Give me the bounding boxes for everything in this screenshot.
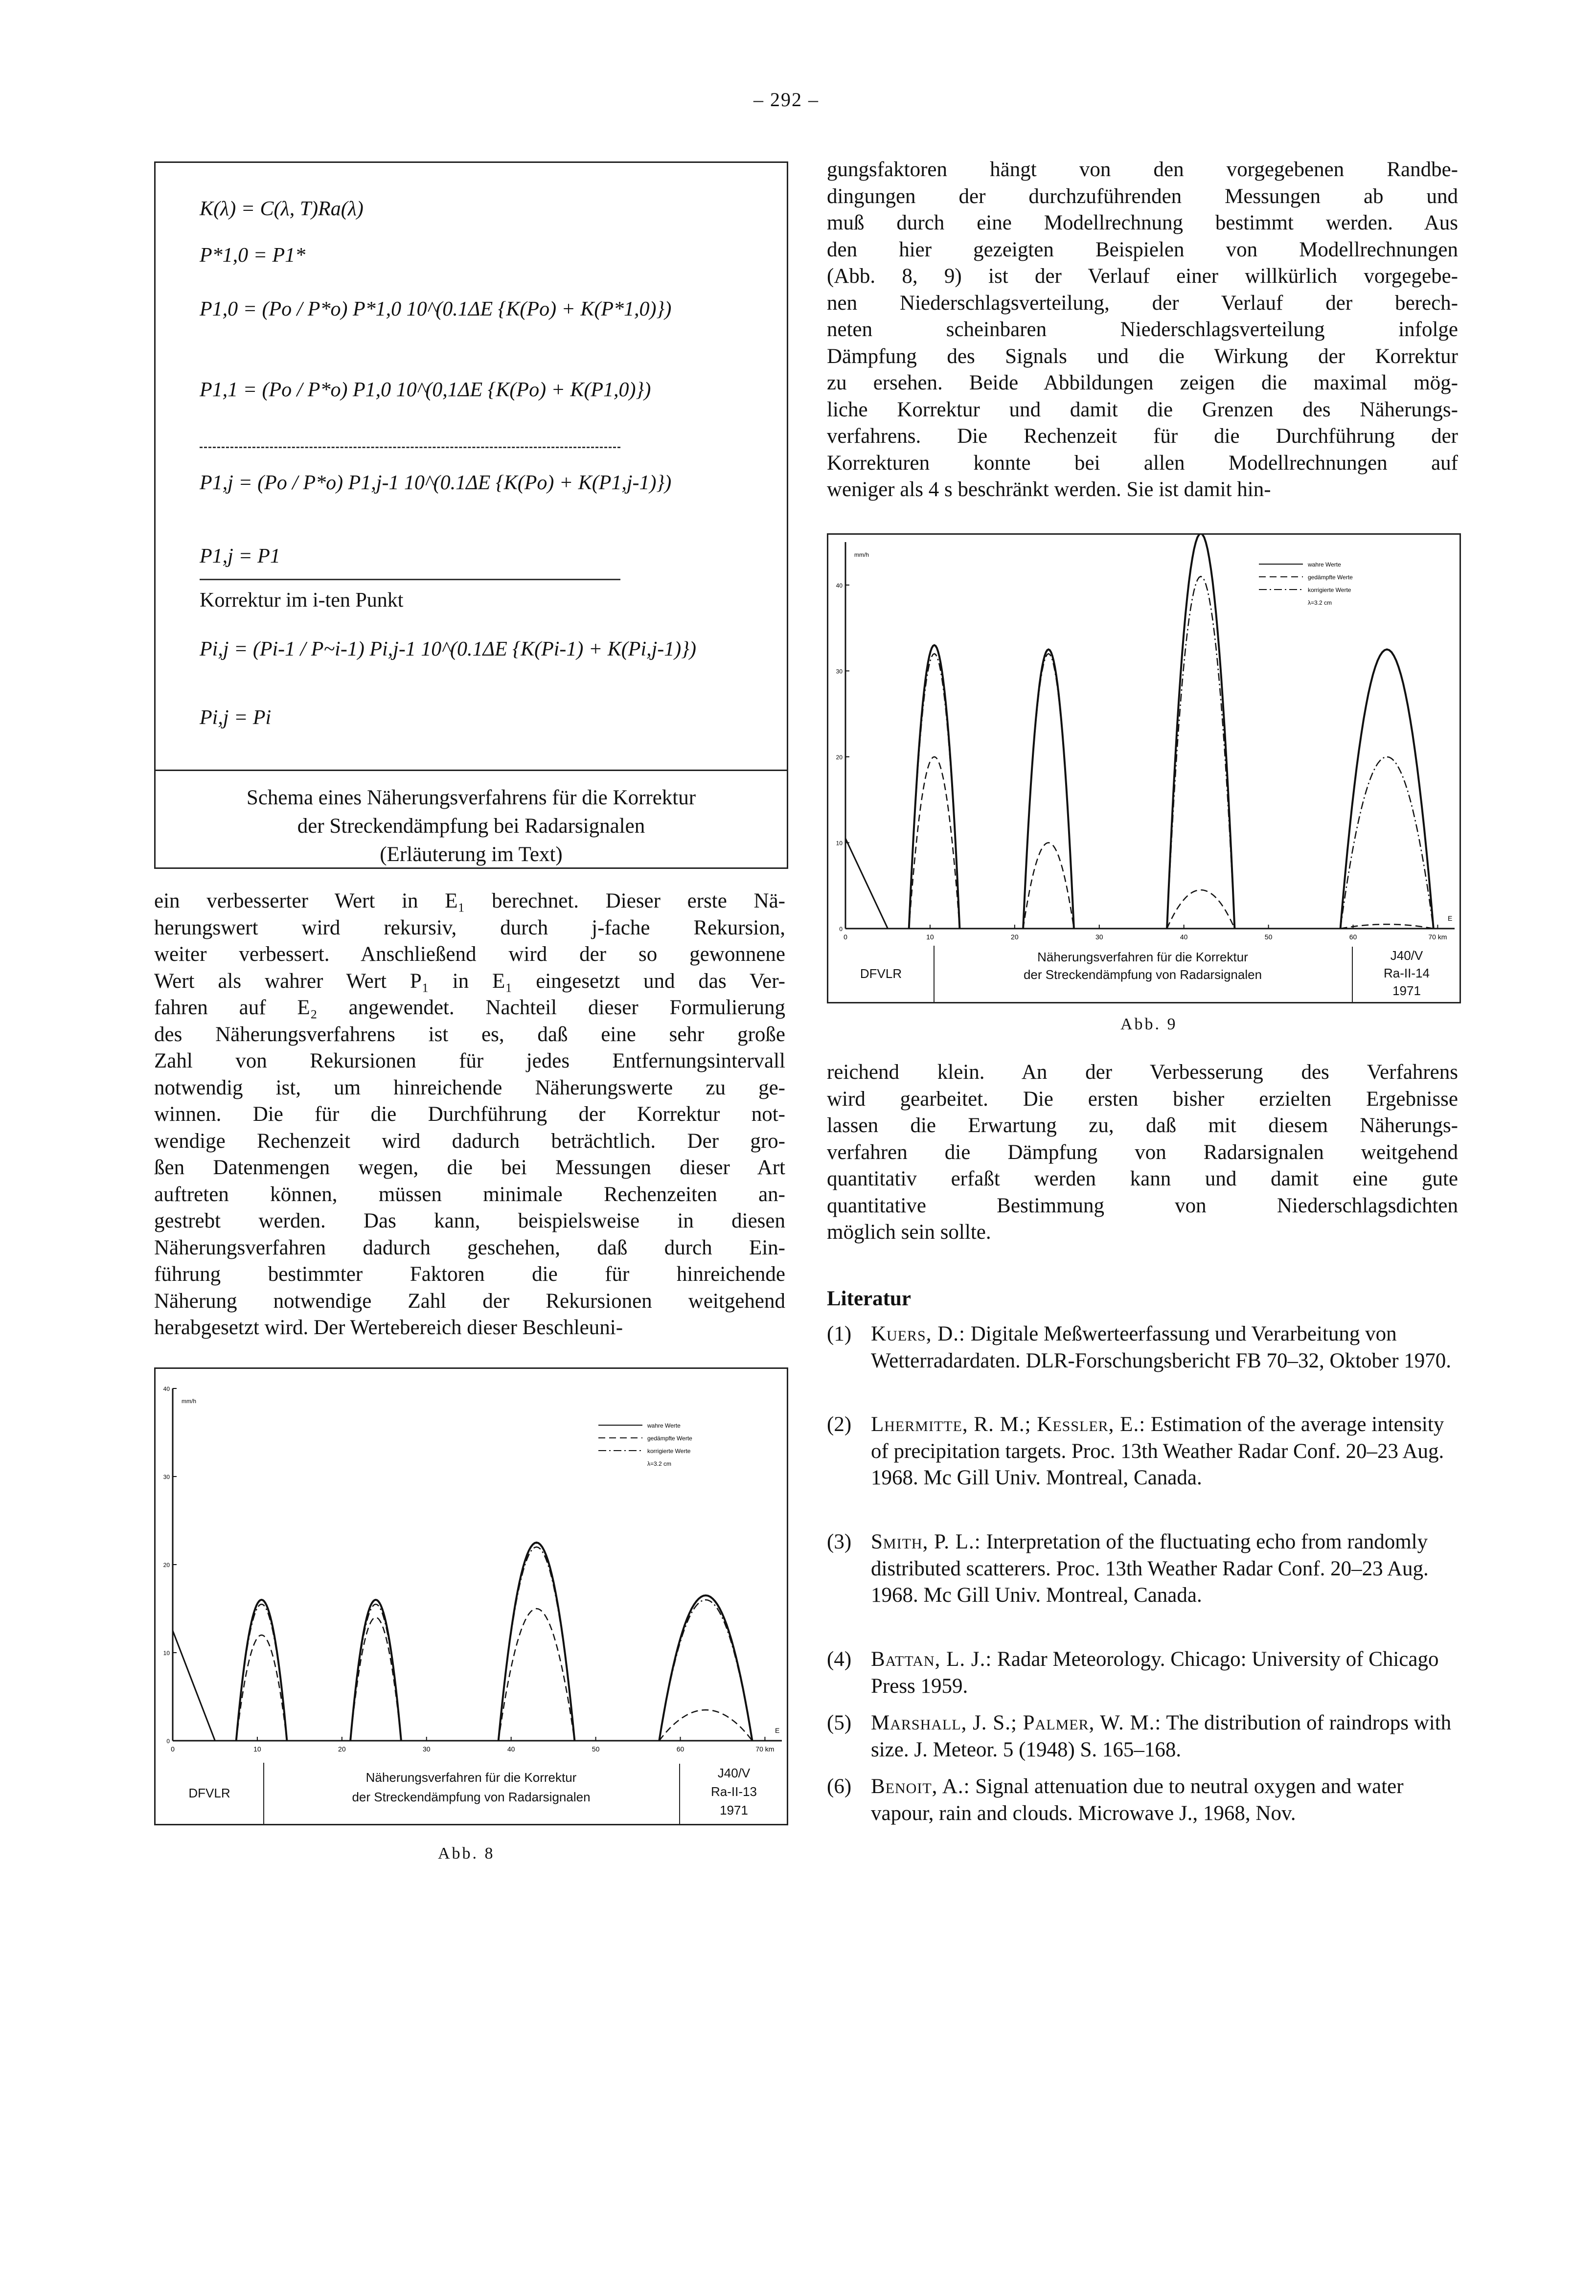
text-line: liche Korrektur und damit die Grenzen des Näherungs- xyxy=(827,398,1458,421)
series-peak-korrigierte-werte xyxy=(659,1600,752,1741)
figure-code-line: J40/V xyxy=(1390,948,1423,963)
figure-title-line: Näherungsverfahren für die Korrektur xyxy=(1037,950,1248,964)
formula-caption xyxy=(156,770,787,869)
formula-row: P1,1 = (Po / P*o) P1,0 10^(0,1ΔE {K(Po) + K(P1,0)}) xyxy=(200,379,651,401)
literature-title: Literatur xyxy=(827,1287,911,1310)
reference-number: (6) xyxy=(827,1775,852,1798)
figure-abb9 xyxy=(827,533,1461,1003)
page-number: – 292 – xyxy=(753,89,819,111)
x-tick-label: 20 xyxy=(1011,933,1019,941)
y-tick-label: 20 xyxy=(836,753,843,761)
initial-line xyxy=(845,839,888,929)
text-line: Zahl von Rekursionen für jedes Entfernungsintervall xyxy=(154,1049,785,1072)
text-line: Näherungsverfahren dadurch geschehen, daß durch Ein- xyxy=(154,1236,785,1259)
x-tick-label: 10 xyxy=(253,1745,261,1753)
y-tick-label: 0 xyxy=(839,926,843,932)
text-line: dingungen der durchzuführenden Messungen ab und xyxy=(827,184,1458,208)
text-line: gestrebt werden. Das kann, beispielsweise in diesen xyxy=(154,1209,785,1232)
text-line: quantitativ erfaßt werden kann und damit eine gute xyxy=(827,1167,1458,1190)
text-line: führung bestimmter Faktoren die für hinreichende xyxy=(154,1263,785,1286)
text-line: weiter verbessert. Anschließend wird der so gewonnene xyxy=(154,943,785,966)
y-tick-label: 40 xyxy=(836,582,843,589)
figure-title-line: der Streckendämpfung von Radarsignalen xyxy=(1023,967,1262,982)
legend-label: wahre Werte xyxy=(1308,561,1341,568)
reference-text: Interpretation of the fluctuating echo from randomly distributed scatterers. Proc. 13th Weather Radar Conf. 20–23 Aug. 1968. Mc Gill Univ. Montreal, Canada. xyxy=(871,1530,1429,1607)
reference-authors: Kuers, D.: xyxy=(871,1322,965,1345)
x-tick-label: 0 xyxy=(844,933,847,941)
text-line: den hier gezeigten Beispielen von Modellrechnungen xyxy=(827,238,1458,261)
formula-row: P1,0 = (Po / P*o) P*1,0 10^(0.1ΔE {K(Po) + K(P*1,0)}) xyxy=(200,298,672,320)
x-tick-label: 70 km xyxy=(755,1745,775,1753)
formula-row: P1,j = P1 xyxy=(200,545,280,568)
text-line: Wert als wahrer Wert P₁ in E₁ eingesetzt und das Ver- xyxy=(154,969,785,993)
chart-abb8-svg xyxy=(156,1369,787,1824)
text-line: neten scheinbaren Niederschlagsverteilung infolge xyxy=(827,318,1458,341)
y-axis-unit: mm/h xyxy=(182,1398,196,1405)
x-tick-label: 50 xyxy=(1264,933,1273,941)
reference-number: (3) xyxy=(827,1530,852,1553)
reference-item xyxy=(827,1773,1458,1827)
formula-box xyxy=(154,161,788,869)
text-line: fahren auf E₂ angewendet. Nachteil dieser Formulierung xyxy=(154,996,785,1019)
legend-label: korrigierte Werte xyxy=(1308,587,1351,593)
text-line: weniger als 4 s beschränkt werden. Sie ist damit hin- xyxy=(827,478,1271,501)
figure-abb8 xyxy=(154,1367,788,1825)
x-tick-label: 40 xyxy=(507,1745,515,1753)
x-tick-label: 30 xyxy=(422,1745,431,1753)
text-line: möglich sein sollte. xyxy=(827,1221,991,1244)
formula-row: Pi,j = (Pi-1 / P~i-1) Pi,j-1 10^(0.1ΔE {K(Pi-1) + K(Pi,j-1)}) xyxy=(200,638,696,660)
y-tick-label: 30 xyxy=(836,668,843,675)
figure-org: DFVLR xyxy=(156,1763,264,1824)
series-peak-wahre-werte xyxy=(1167,535,1234,929)
figure-code xyxy=(1352,947,1460,1002)
reference-authors: Benoit, A.: xyxy=(871,1775,970,1798)
figure-title-line: Näherungsverfahren für die Korrektur xyxy=(365,1770,577,1785)
reference-item xyxy=(827,1321,1458,1374)
legend-label: gedämpfte Werte xyxy=(647,1435,692,1442)
y-tick-label: 10 xyxy=(163,1650,170,1657)
y-tick-label: 0 xyxy=(166,1738,170,1745)
text-line: zu ersehen. Beide Abbildungen zeigen die maximal mög- xyxy=(827,371,1458,394)
x-tick-label: 0 xyxy=(171,1745,175,1753)
y-tick-label: 40 xyxy=(163,1386,170,1392)
series-peak-gedämpfte-werte xyxy=(499,1609,575,1741)
series-peak-wahre-werte xyxy=(236,1600,287,1741)
reference-text: Digitale Meßwerteerfassung und Verarbeitung von Wetterradardaten. DLR-Forschungsbericht FB 70–32, Oktober 1970. xyxy=(871,1322,1451,1372)
series-peak-gedämpfte-werte xyxy=(1023,842,1074,929)
text-line: ein verbesserter Wert in E₁ berechnet. Dieser erste Nä- xyxy=(154,889,785,912)
x-tick-label: 60 xyxy=(1349,933,1357,941)
series-peak-korrigierte-werte xyxy=(909,654,960,929)
reference-authors: Battan, L. J.: xyxy=(871,1648,992,1671)
series-peak-wahre-werte xyxy=(1341,649,1434,929)
text-line: reichend klein. An der Verbesserung des Verfahrens xyxy=(827,1061,1458,1084)
text-line: wird gearbeitet. Die ersten bisher erzielten Ergebnisse xyxy=(827,1087,1458,1111)
figure-code-line: Ra-II-13 xyxy=(711,1784,757,1799)
text-line: herabgesetzt wird. Der Wertebereich dieser Beschleuni- xyxy=(154,1316,623,1339)
e-label: E xyxy=(775,1727,780,1734)
text-line: verfahren die Dämpfung von Radarsignalen weitgehend xyxy=(827,1140,1458,1164)
x-tick-label: 40 xyxy=(1180,933,1188,941)
formula-row: K(λ) = C(λ, T)Ra(λ) xyxy=(200,198,364,220)
reference-number: (5) xyxy=(827,1711,852,1734)
x-tick-label: 10 xyxy=(926,933,934,941)
reference-text: Signal attenuation due to neutral oxygen and water vapour, rain and clouds. Microwave J., 1968, Nov. xyxy=(871,1775,1404,1825)
e-label: E xyxy=(1448,914,1453,922)
left-column-text xyxy=(154,888,785,1341)
reference-text: Estimation of the average intensity of precipitation targets. Proc. 13th Weather Radar Conf. 20–23 Aug. 1968. Mc Gill Univ. Montreal, Canada. xyxy=(871,1413,1444,1489)
y-tick-label: 10 xyxy=(836,840,843,847)
formula-divider xyxy=(200,579,620,580)
figure-code xyxy=(679,1764,788,1824)
y-axis-unit: mm/h xyxy=(854,551,869,558)
y-tick-label: 30 xyxy=(163,1474,170,1480)
legend-label: gedämpfte Werte xyxy=(1308,574,1353,581)
x-tick-label: 60 xyxy=(676,1745,684,1753)
reference-number: (2) xyxy=(827,1413,852,1436)
reference-item xyxy=(827,1710,1458,1763)
series-peak-wahre-werte xyxy=(499,1543,575,1741)
figure-title xyxy=(934,948,1352,983)
series-peak-korrigierte-werte xyxy=(1167,576,1234,929)
reference-item xyxy=(827,1411,1458,1492)
x-tick-label: 20 xyxy=(338,1745,346,1753)
formula-row: P*1,0 = P1* xyxy=(200,244,306,267)
chart-abb9-svg xyxy=(828,535,1459,1002)
series-peak-gedämpfte-werte xyxy=(1167,890,1234,929)
formula-dashed-divider xyxy=(200,447,620,448)
text-line: des Näherungsverfahrens ist es, daß eine sehr große xyxy=(154,1023,785,1046)
reference-authors: Lhermitte, R. M.; Kessler, E.: xyxy=(871,1413,1146,1436)
series-peak-gedämpfte-werte xyxy=(236,1635,287,1741)
right-column-text-mid xyxy=(827,1059,1458,1246)
caption-line: der Streckendämpfung bei Radarsignalen xyxy=(297,815,645,838)
text-line: wendige Rechenzeit wird dadurch beträchtlich. Der gro- xyxy=(154,1129,785,1153)
text-line: (Abb. 8, 9) ist der Verlauf einer willkürlich vorgegebe- xyxy=(827,265,1458,288)
right-column-text-top xyxy=(827,157,1458,503)
text-line: lassen die Erwartung zu, daß mit diesem Näherungs- xyxy=(827,1114,1458,1137)
reference-number: (4) xyxy=(827,1648,852,1671)
text-line: Dämpfung des Signals und die Wirkung der Korrektur xyxy=(827,344,1458,368)
figure-title xyxy=(263,1768,679,1807)
reference-text: Radar Meteorology. Chicago: University of Chicago Press 1959. xyxy=(871,1648,1439,1698)
series-peak-gedämpfte-werte xyxy=(350,1617,401,1741)
y-tick-label: 20 xyxy=(163,1562,170,1569)
figure-title-line: der Streckendämpfung von Radarsignalen xyxy=(352,1790,591,1804)
x-tick-label: 70 km xyxy=(1428,933,1447,941)
text-line: nen Niederschlagsverteilung, der Verlauf der berech- xyxy=(827,291,1458,315)
text-line: auftreten können, müssen minimale Rechenzeiten an- xyxy=(154,1182,785,1206)
text-line: verfahrens. Die Rechenzeit für die Durchführung der xyxy=(827,425,1458,448)
text-line: muß durch eine Modellrechnung bestimmt werden. Aus xyxy=(827,211,1458,234)
text-line: gungsfaktoren hängt von den vorgegebenen Randbe- xyxy=(827,158,1458,181)
x-tick-label: 30 xyxy=(1095,933,1103,941)
initial-line xyxy=(173,1631,215,1741)
text-line: winnen. Die für die Durchführung der Korrektur not- xyxy=(154,1103,785,1126)
formula-row: Pi,j = Pi xyxy=(200,706,272,729)
figure-label-abb9: Abb. 9 xyxy=(1120,1015,1178,1033)
figure-code-line: 1971 xyxy=(1392,983,1421,998)
figure-label-abb8: Abb. 8 xyxy=(438,1844,495,1863)
reference-item xyxy=(827,1529,1458,1609)
legend-label: wahre Werte xyxy=(647,1422,681,1429)
reference-item xyxy=(827,1646,1458,1700)
series-peak-wahre-werte xyxy=(350,1600,401,1741)
reference-authors: Smith, P. L.: xyxy=(871,1530,981,1553)
formula-row: P1,j = (Po / P*o) P1,j-1 10^(0.1ΔE {K(Po) + K(P1,j-1)}) xyxy=(200,472,672,494)
legend-label: λ=3.2 cm xyxy=(647,1460,672,1467)
legend-label: korrigierte Werte xyxy=(647,1448,691,1455)
text-line: quantitative Bestimmung von Niederschlagsdichten xyxy=(827,1194,1458,1217)
figure-code-line: Ra-II-14 xyxy=(1384,966,1430,980)
caption-line: (Erläuterung im Text) xyxy=(380,843,563,866)
figure-code-line: J40/V xyxy=(717,1766,751,1780)
text-line: Näherung notwendige Zahl der Rekursionen weitgehend xyxy=(154,1289,785,1313)
text-line: ßen Datenmengen wegen, die bei Messungen dieser Art xyxy=(154,1156,785,1179)
x-tick-label: 50 xyxy=(592,1745,600,1753)
legend-label: λ=3.2 cm xyxy=(1308,599,1332,606)
text-line: notwendig ist, um hinreichende Näherungswerte zu ge- xyxy=(154,1076,785,1099)
figure-org: DFVLR xyxy=(828,946,935,1002)
reference-authors: Marshall, J. S.; Palmer, W. M.: xyxy=(871,1711,1162,1734)
formula-row: Korrektur im i-ten Punkt xyxy=(200,589,404,612)
series-peak-gedämpfte-werte xyxy=(659,1710,752,1741)
figure-code-line: 1971 xyxy=(720,1803,748,1818)
text-line: herungswert wird rekursiv, durch j-fache Rekursion, xyxy=(154,916,785,939)
reference-text: The distribution of raindrops with size. J. Meteor. 5 (1948) S. 165–168. xyxy=(871,1711,1452,1761)
reference-number: (1) xyxy=(827,1322,852,1345)
caption-line: Schema eines Näherungsverfahrens für die Korrektur xyxy=(246,786,696,809)
text-line: Korrekturen konnte bei allen Modellrechnungen auf xyxy=(827,451,1458,475)
